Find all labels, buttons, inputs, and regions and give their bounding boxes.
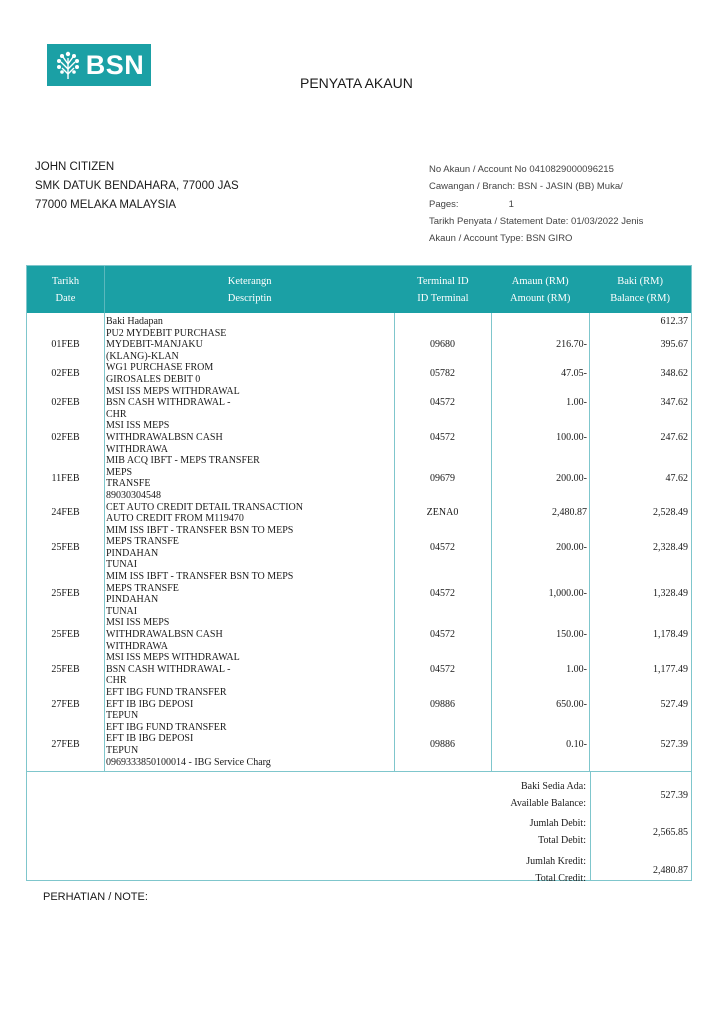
description-line: PINDAHAN bbox=[106, 594, 159, 606]
total-debit-label bbox=[391, 815, 589, 849]
description-line: AUTO CREDIT FROM M119470 bbox=[106, 513, 244, 525]
row-description bbox=[104, 652, 394, 687]
row-description bbox=[104, 617, 394, 652]
label-line: Jumlah Kredit: bbox=[526, 856, 586, 868]
customer-address bbox=[35, 158, 239, 215]
row-description bbox=[104, 316, 394, 328]
row-description bbox=[104, 420, 394, 455]
row-terminal-id: 05782 bbox=[430, 368, 455, 380]
table-row bbox=[27, 525, 691, 571]
row-date: 02FEB bbox=[51, 431, 80, 443]
description-line: BSN CASH WITHDRAWAL - bbox=[106, 663, 231, 675]
row-balance: 1,328.49 bbox=[653, 588, 688, 600]
account-type: Akaun / Account Type: BSN GIRO bbox=[429, 233, 573, 245]
description-line: WITHDRAWALBSN CASH bbox=[106, 431, 223, 443]
description-line: WG1 PURCHASE FROM bbox=[106, 362, 214, 374]
statement-date: Tarikh Penyata / Statement Date: 01/03/2022 Jenis bbox=[429, 215, 644, 227]
row-date: 27FEB bbox=[51, 739, 80, 751]
note-label: PERHATIAN / NOTE: bbox=[43, 891, 148, 903]
row-date: 24FEB bbox=[51, 507, 80, 519]
header-label: Amaun (RM) bbox=[511, 275, 569, 287]
table-row bbox=[27, 571, 691, 617]
label-line: Available Balance: bbox=[510, 798, 586, 810]
description-line: TEPUN bbox=[106, 710, 139, 722]
description-line: WITHDRAWALBSN CASH bbox=[106, 629, 223, 641]
row-balance: 1,178.49 bbox=[653, 629, 688, 641]
header-label: Keterangn bbox=[227, 275, 272, 287]
row-date: 25FEB bbox=[51, 663, 80, 675]
description-line: PINDAHAN bbox=[106, 547, 159, 559]
pages-value: 1 bbox=[508, 198, 514, 210]
label-line: Baki Sedia Ada: bbox=[521, 781, 586, 793]
row-description bbox=[104, 722, 394, 768]
row-terminal-id: 04572 bbox=[430, 397, 455, 409]
description-line: MIB ACQ IBFT - MEPS TRANSFER bbox=[106, 455, 260, 467]
row-terminal-id: 04572 bbox=[430, 542, 455, 554]
table-row bbox=[27, 420, 691, 455]
row-description bbox=[104, 455, 394, 501]
header-terminal bbox=[394, 266, 491, 313]
header-label: Balance (RM) bbox=[610, 292, 670, 304]
row-balance: 527.49 bbox=[660, 698, 688, 710]
header-amount bbox=[491, 266, 589, 313]
table-row bbox=[27, 617, 691, 652]
description-line: MSI ISS MEPS WITHDRAWAL bbox=[106, 652, 240, 664]
row-terminal-id: 04572 bbox=[430, 663, 455, 675]
header-label: Descriptin bbox=[227, 292, 272, 304]
description-line: CET AUTO CREDIT DETAIL TRANSACTION bbox=[106, 501, 303, 513]
total-debit bbox=[391, 815, 691, 849]
table-row bbox=[27, 455, 691, 501]
header-label: Date bbox=[55, 292, 76, 304]
row-balance: 2,328.49 bbox=[653, 542, 688, 554]
row-balance: 1,177.49 bbox=[653, 663, 688, 675]
table-row bbox=[27, 316, 691, 328]
row-description bbox=[104, 328, 394, 363]
summary-section bbox=[27, 771, 691, 885]
row-description bbox=[104, 502, 394, 525]
description-line: EFT IBG FUND TRANSFER bbox=[106, 687, 227, 698]
header-label: Tarikh bbox=[51, 275, 80, 287]
description-line: TEPUN bbox=[106, 744, 139, 756]
row-description bbox=[104, 386, 394, 421]
row-date: 25FEB bbox=[51, 629, 80, 641]
row-date: 01FEB bbox=[51, 339, 80, 351]
row-amount: 150.00- bbox=[556, 629, 587, 641]
row-date: 11FEB bbox=[51, 472, 80, 484]
description-line: 89030304548 bbox=[106, 489, 161, 501]
row-terminal-id: 09886 bbox=[430, 739, 455, 751]
row-amount: 1.00- bbox=[566, 397, 587, 409]
row-terminal-id: 04572 bbox=[430, 629, 455, 641]
row-date bbox=[27, 316, 104, 328]
description-line: MEPS bbox=[106, 466, 133, 478]
available-balance bbox=[391, 778, 691, 812]
header-label: Baki (RM) bbox=[617, 275, 663, 287]
description-line: MSI ISS MEPS bbox=[106, 617, 170, 629]
row-amount: 1.00- bbox=[566, 663, 587, 675]
bsn-logo bbox=[47, 44, 151, 86]
table-row bbox=[27, 328, 691, 363]
row-terminal-id: 09886 bbox=[430, 698, 455, 710]
table-row bbox=[27, 652, 691, 687]
row-date: 25FEB bbox=[51, 542, 80, 554]
description-line: TUNAI bbox=[106, 559, 138, 571]
row-amount: 650.00- bbox=[556, 698, 587, 710]
row-date: 02FEB bbox=[51, 397, 80, 409]
description-line: MEPS TRANSFE bbox=[106, 536, 179, 548]
address-line-1: SMK DATUK BENDAHARA, 77000 JAS bbox=[35, 179, 239, 192]
description-line: PU2 MYDEBIT PURCHASE bbox=[106, 327, 227, 339]
row-date: 25FEB bbox=[51, 588, 80, 600]
table-header bbox=[27, 266, 691, 313]
row-terminal-id: 04572 bbox=[430, 431, 455, 443]
row-balance: 247.62 bbox=[660, 431, 688, 443]
row-description bbox=[104, 687, 394, 722]
table-row bbox=[27, 362, 691, 385]
row-terminal-id: 09680 bbox=[430, 339, 455, 351]
address-line-2: 77000 MELAKA MALAYSIA bbox=[35, 199, 177, 211]
label-line: Total Credit: bbox=[535, 873, 586, 885]
description-line: BSN CASH WITHDRAWAL - bbox=[106, 397, 231, 409]
row-terminal-id: 04572 bbox=[430, 588, 455, 600]
description-line: MSI ISS MEPS WITHDRAWAL bbox=[106, 385, 240, 397]
row-amount: 200.00- bbox=[556, 542, 587, 554]
row-description bbox=[104, 362, 394, 385]
description-line: EFT IB IBG DEPOSI bbox=[106, 733, 194, 745]
header-label: Terminal ID bbox=[417, 275, 469, 287]
description-line: MYDEBIT-MANJAKU bbox=[106, 339, 203, 351]
row-balance: 2,528.49 bbox=[653, 507, 688, 519]
description-line: GIROSALES DEBIT 0 bbox=[106, 373, 201, 385]
row-date: 02FEB bbox=[51, 368, 80, 380]
column-divider bbox=[491, 313, 492, 771]
header-balance bbox=[589, 266, 691, 313]
description-line: WITHDRAWA bbox=[106, 640, 168, 652]
row-amount: 200.00- bbox=[556, 472, 587, 484]
account-info bbox=[429, 161, 643, 247]
transaction-rows bbox=[27, 313, 691, 771]
description-line: MSI ISS MEPS bbox=[106, 420, 170, 432]
header-date bbox=[27, 266, 105, 313]
description-line: MIM ISS IBFT - TRANSFER BSN TO MEPS bbox=[106, 524, 294, 536]
label-line: Total Debit: bbox=[538, 835, 586, 847]
label-line: Jumlah Debit: bbox=[529, 818, 586, 830]
header-label: Amount (RM) bbox=[510, 292, 571, 304]
row-amount: 0.10- bbox=[566, 739, 587, 751]
table-row bbox=[27, 722, 691, 768]
row-date: 27FEB bbox=[51, 698, 80, 710]
row-balance: 47.62 bbox=[665, 472, 688, 484]
header-description bbox=[105, 266, 395, 313]
branch: Cawangan / Branch: BSN - JASIN (BB) Muka/ bbox=[429, 181, 623, 193]
row-amount bbox=[491, 316, 589, 328]
statement-table bbox=[26, 265, 692, 885]
row-balance: 347.62 bbox=[660, 397, 688, 409]
table-row bbox=[27, 502, 691, 525]
description-line: EFT IB IBG DEPOSI bbox=[106, 698, 194, 710]
pages-label: Pages: bbox=[429, 198, 459, 210]
available-balance-label bbox=[391, 778, 589, 812]
description-line: CHR bbox=[106, 675, 127, 687]
total-credit bbox=[391, 853, 691, 887]
customer-name: JOHN CITIZEN bbox=[35, 161, 115, 173]
row-amount: 1,000.00- bbox=[548, 588, 587, 600]
row-amount: 100.00- bbox=[556, 431, 587, 443]
account-number: No Akaun / Account No 0410829000096215 bbox=[429, 164, 614, 175]
column-divider bbox=[104, 313, 105, 771]
description-line: TRANSFE bbox=[106, 478, 151, 490]
row-balance: 612.37 bbox=[660, 316, 688, 327]
description-line: (KLANG)-KLAN bbox=[106, 350, 179, 362]
description-line: WITHDRAWA bbox=[106, 443, 168, 455]
row-description bbox=[104, 525, 394, 571]
row-amount: 47.05- bbox=[561, 368, 587, 380]
description-line: MEPS TRANSFE bbox=[106, 582, 179, 594]
logo-text: BSN bbox=[85, 49, 145, 80]
total-credit-label bbox=[391, 853, 589, 887]
table-body bbox=[27, 313, 691, 771]
column-divider bbox=[589, 313, 590, 771]
table-row bbox=[27, 386, 691, 421]
row-balance: 348.62 bbox=[660, 368, 688, 380]
table-row bbox=[27, 687, 691, 722]
description-line: Baki Hadapan bbox=[106, 316, 163, 327]
row-balance: 527.39 bbox=[660, 739, 688, 751]
description-line: CHR bbox=[106, 408, 127, 420]
header-label: ID Terminal bbox=[417, 292, 469, 304]
description-line: EFT IBG FUND TRANSFER bbox=[106, 721, 227, 733]
total-debit-value: 2,565.85 bbox=[653, 826, 688, 838]
pages bbox=[429, 196, 643, 213]
row-amount: 216.70- bbox=[556, 339, 587, 351]
row-terminal-id bbox=[394, 316, 491, 328]
page-title: PENYATA AKAUN bbox=[300, 75, 413, 91]
description-line: 0969333850100014 - IBG Service Charg bbox=[106, 756, 271, 768]
tree-icon bbox=[54, 50, 82, 80]
row-amount: 2,480.87 bbox=[552, 507, 587, 519]
column-divider bbox=[394, 313, 395, 771]
row-terminal-id: 09679 bbox=[430, 472, 455, 484]
description-line: TUNAI bbox=[106, 605, 138, 617]
total-credit-value: 2,480.87 bbox=[653, 864, 688, 876]
row-description bbox=[104, 571, 394, 617]
description-line: MIM ISS IBFT - TRANSFER BSN TO MEPS bbox=[106, 571, 294, 583]
row-terminal-id: ZENA0 bbox=[426, 507, 459, 519]
row-balance: 395.67 bbox=[660, 339, 688, 351]
available-balance-value: 527.39 bbox=[660, 789, 688, 801]
